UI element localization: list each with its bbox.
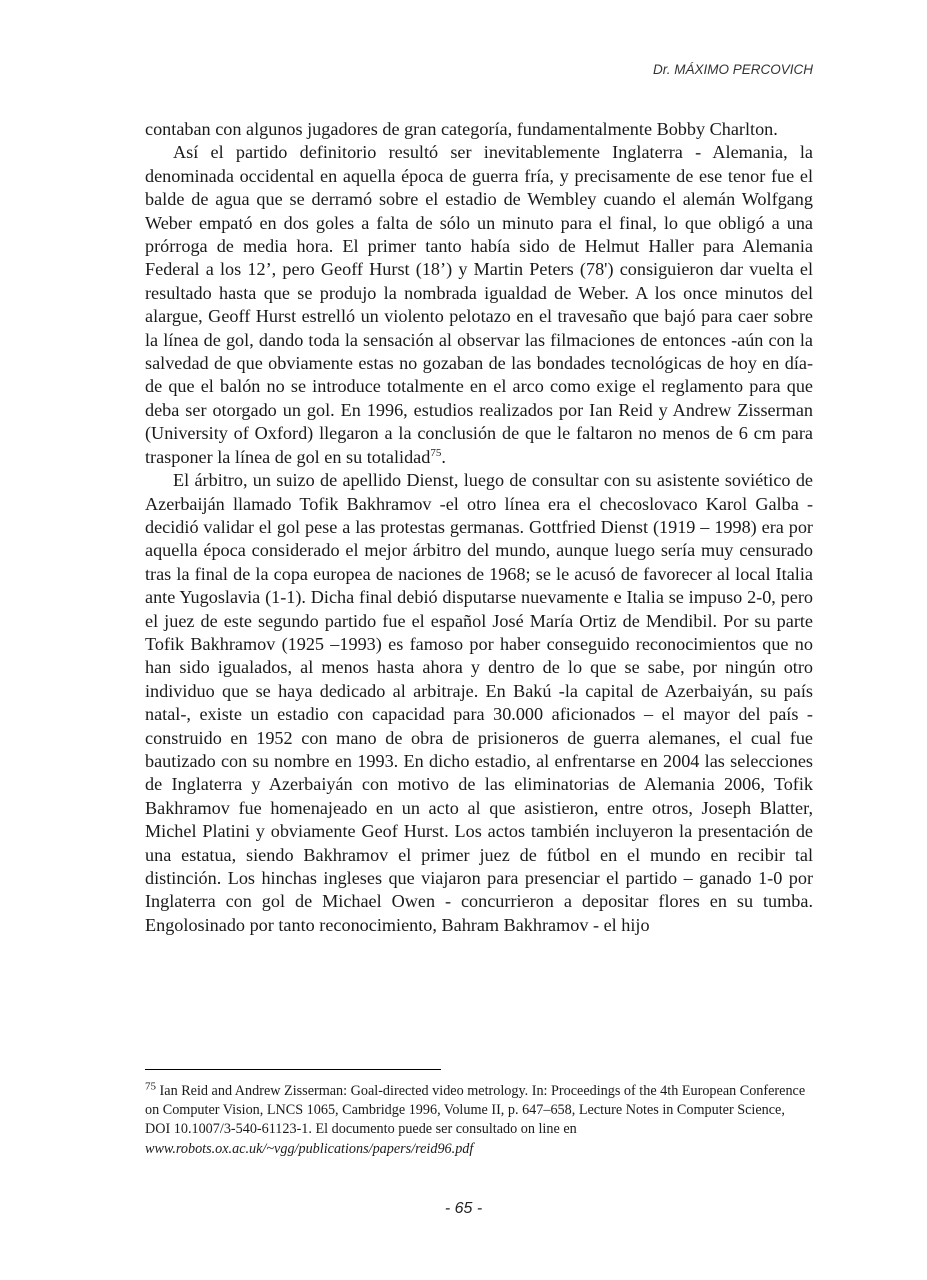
footnote-text: Ian Reid and Andrew Zisserman: Goal-directed video metrology. In: Proceedings of the 4th European Conference on Computer Vision, LNCS 1065, Cambridge 1996, Volume II, p. 647–658, Lecture Notes in Computer Science, DOI 10.1007/3-540-61123-1. El documento puede ser consultado on line en — [145, 1083, 806, 1138]
paragraph-2 — [145, 141, 813, 469]
body-text — [145, 118, 813, 937]
paragraph-3: El árbitro, un suizo de apellido Dienst, luego de consultar con su asistente soviético de Azerbaiján llamado Tofik Bakhramov -el otro línea era el checoslovaco Karol Galba - decidió validar el gol pese a las protestas germanas. Gottfried Dienst (1919 – 1998) era por aquella época considerado el mejor árbitro del mundo, aunque luego sería muy censurado tras la final de la copa europea de naciones de 1968; se le acusó de favorecer al local Italia ante Yugoslavia (1-1). Dicha final debió disputarse nuevamente e Italia se impuso 2-0, pero el juez de este segundo partido fue el español José María Ortiz de Mendibil. Por su parte Tofik Bakhramov (1925 –1993) es famoso por haber conseguido reconocimientos que no han sido igualados, al menos hasta ahora y dentro de lo que se sabe, por ningún otro individuo que se haya dedicado al arbitraje. En Bakú -la capital de Azerbaiyán, su país natal-, existe un estadio con capacidad para 30.000 aficionados – el mayor del país - construido en 1952 con mano de obra de prisioneros de guerra alemanes, el cual fue bautizado con su nombre en 1993. En dicho estadio, al enfrentarse en 2004 las selecciones de Inglaterra y Azerbaiyán con motivo de las eliminatorias de Alemania 2006, Tofik Bakhramov fue homenajeado en un acto al que asistieron, entre otros, Joseph Blatter, Michel Platini y obviamente Geof Hurst. Los actos también incluyeron la presentación de una estatua, siendo Bakhramov el primer juez de fútbol en el mundo en recibir tal distinción. Los hinchas ingleses que viajaron para presenciar el partido – ganado 1-0 por Inglaterra con gol de Michael Owen - concurrieron a depositar flores en su tumba. Engolosinado por tanto reconocimiento, Bahram Bakhramov - el hijo — [145, 470, 813, 935]
paragraph-2-text: Así el partido definitorio resultó ser inevitablemente Inglaterra - Alemania, la denominada occidental en aquella época de guerra fría, y precisamente de ese tenor fue el balde de agua que se derramó sobre el estadio de Wembley cuando el alemán Wolfgang Weber empató en dos goles a falta de sólo un minuto para el final, lo que obligó a una prórroga de media hora. El primer tanto había sido de Helmut Haller para Alemania Federal a los 12’, pero Geoff Hurst (18’) y Martin Peters (78') consiguieron dar vuelta el resultado hasta que se produjo la nombrada igualdad de Weber. A los once minutos del alargue, Geoff Hurst estrelló un violento pelotazo en el travesaño que bajó para caer sobre la línea de gol, dando toda la sensación al observar las filmaciones de entonces -aún con la salvedad de que obviamente estas no gozaban de las bondades tecnológicas de hoy en día- de que el balón no se introduce totalmente en el arco como exige el reglamento para que deba ser otorgado un gol. En 1996, estudios realizados por Ian Reid y Andrew Zisserman (University of Oxford) llegaron a la conclusión de que le faltaron no menos de 6 cm para trasponer la línea de gol en su totalidad — [145, 142, 813, 467]
footnote-reference[interactable]: 75 — [430, 446, 442, 459]
footnote-number: 75 — [145, 1080, 156, 1093]
paragraph-1: contaban con algunos jugadores de gran categoría, fundamentalmente Bobby Charlton. — [145, 119, 778, 139]
footnote-url[interactable]: www.robots.ox.ac.uk/~vgg/publications/papers/reid96.pdf — [145, 1140, 474, 1157]
paragraph-2-end: . — [441, 446, 446, 467]
running-header: Dr. MÁXIMO PERCOVICH — [652, 62, 813, 77]
footnote-separator — [145, 1069, 441, 1070]
page-number: - 65 - — [444, 1200, 483, 1217]
footnote — [145, 1082, 813, 1159]
